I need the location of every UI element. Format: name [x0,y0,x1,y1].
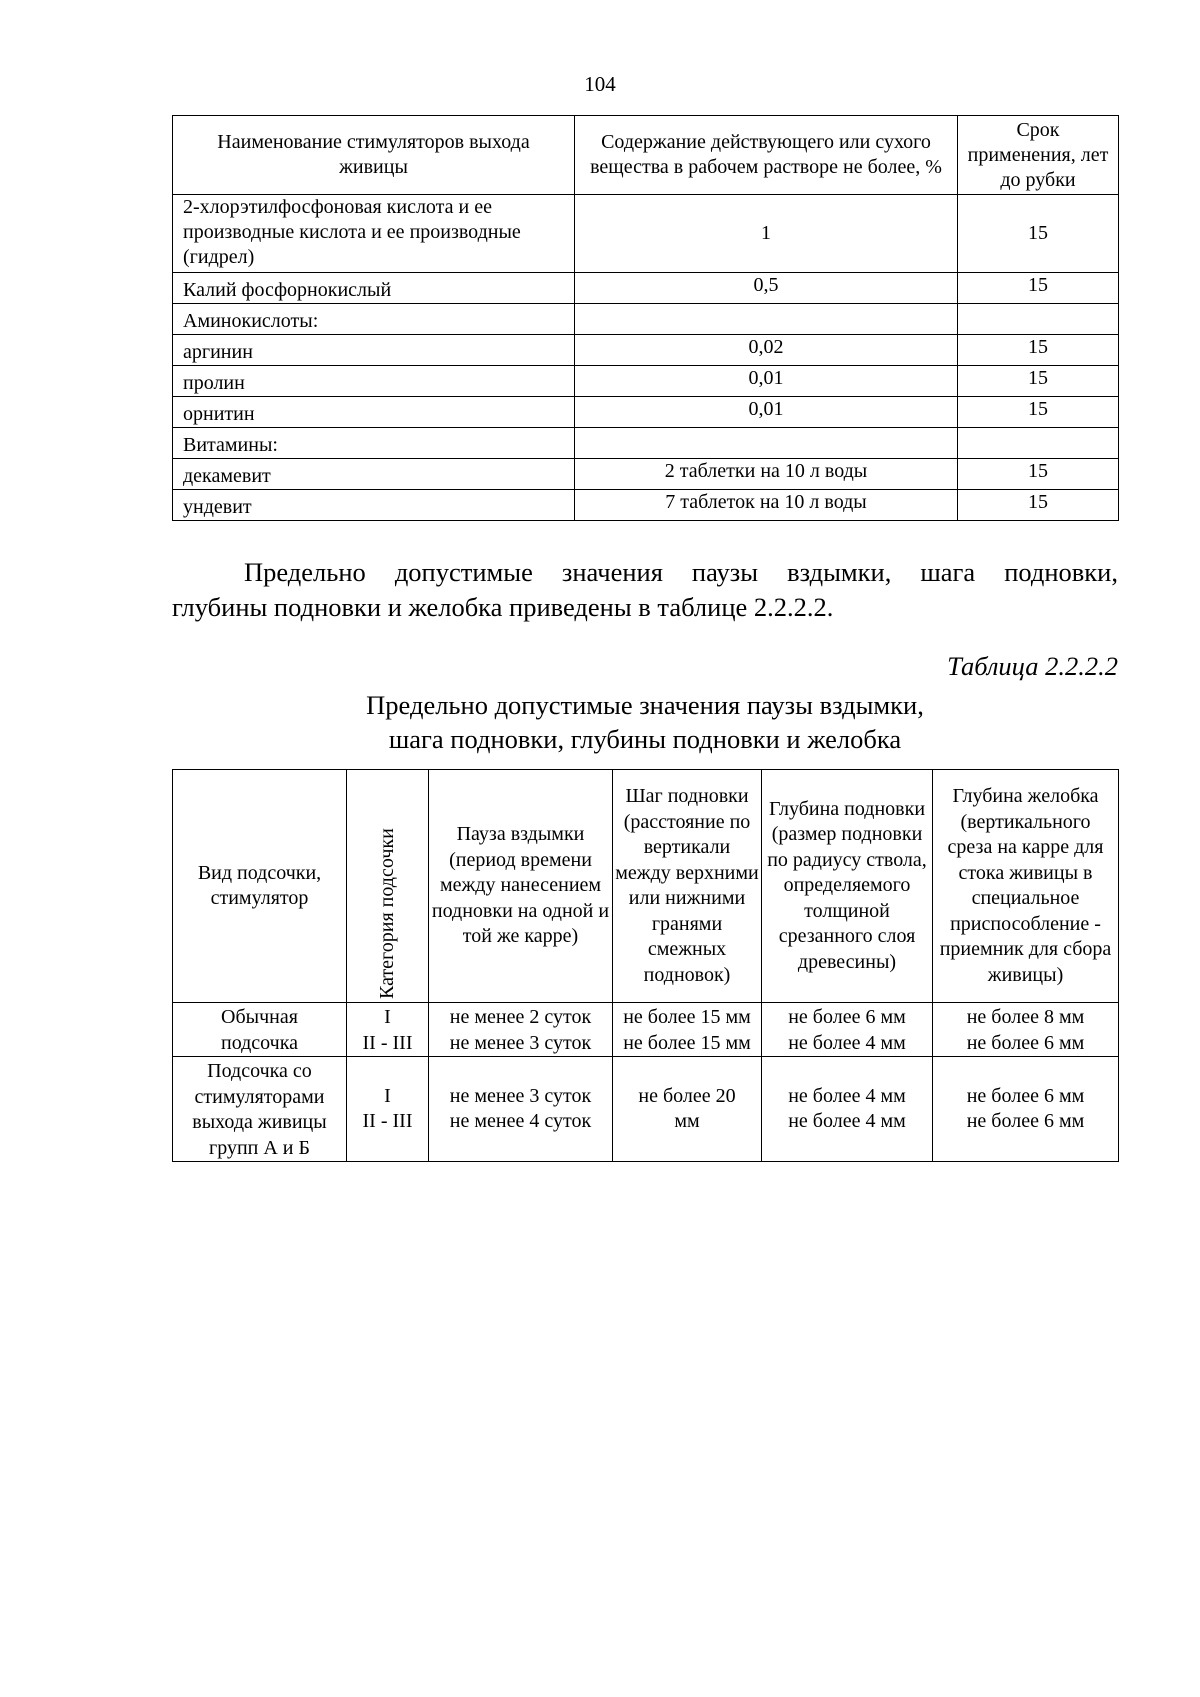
cell-line: не менее 4 суток [449,1110,592,1132]
header-depth: Глубина подновки (размер подновки по радиусу ствола, определяемого толщиной срезанного слоя древесины) [762,770,933,1003]
cell-content: 0,01 [575,366,958,397]
paragraph-line-2: глубины подновки и желобка приведены в таблице 2.2.2.2. [172,592,834,622]
table-row [173,1057,1119,1162]
table-row [173,1003,1119,1057]
table-row [173,273,1119,304]
cell-line: не более 4 мм [788,1110,906,1132]
cell-content [575,304,958,335]
table-row [173,335,1119,366]
table-row [173,366,1119,397]
cell-term: 15 [958,273,1119,304]
cell-line: не более 15 мм [623,1031,751,1054]
cell-depth [762,1057,933,1162]
cell-name: ундевит [173,490,575,521]
cell-content: 0,02 [575,335,958,366]
table-header-row [173,770,1119,1003]
cell-term [958,304,1119,335]
table-title-line-2: шага подновки, глубины подновки и желобка [388,724,902,754]
cell-name: орнитин [173,397,575,428]
table-row [173,490,1119,521]
cell-line: не более 4 мм [788,1084,906,1107]
cell-name: пролин [173,366,575,397]
cell-step: не более 20 мм [613,1057,762,1162]
paragraph-line-1: Предельно допустимые значения паузы вздымки, шага подновки, [244,557,1118,587]
cell-line: II - III [362,1031,413,1054]
header-category-text: Категория подсочки [375,827,398,999]
cell-name: декамевит [173,459,575,490]
cell-pause [429,1057,613,1162]
header-category [347,770,429,1003]
cell-line: не более 6 мм [966,1084,1085,1107]
header-term: Срок применения, лет до рубки [958,116,1119,195]
table-row [173,304,1119,335]
cell-line: не менее 2 суток [449,1006,592,1028]
cell-line: I [384,1006,391,1028]
cell-term: 15 [958,195,1119,273]
cell-content: 2 таблетки на 10 л воды [575,459,958,490]
header-step: Шаг подновки (расстояние по вертикали между верхними или нижними гранями смежных подновок) [613,770,762,1003]
cell-name: Калий фосфорнокислый [173,273,575,304]
table-row [173,459,1119,490]
header-groove: Глубина желобка (вертикального среза на карре для стока живицы в специальное приспособление - приемник для сбора живицы) [933,770,1119,1003]
cell-term: 15 [958,459,1119,490]
cell-line: не более 6 мм [966,1110,1085,1132]
table-title-line-1: Предельно допустимые значения паузы вздымки, [366,690,924,720]
cell-line: не менее 3 суток [449,1031,592,1054]
cell-line: не более 8 мм [966,1006,1085,1028]
cell-line: не менее 3 суток [449,1084,592,1107]
cell-depth [762,1003,933,1057]
cell-name: Витамины: [173,428,575,459]
cell-category [347,1003,429,1057]
tapping-limits-table [172,769,1119,1162]
cell-line: не более 15 мм [623,1006,751,1028]
cell-name: Аминокислоты: [173,304,575,335]
table-row [173,428,1119,459]
header-stimulator-name: Наименование стимуляторов выхода живицы [173,116,575,195]
stimulators-table [172,115,1119,521]
cell-term: 15 [958,397,1119,428]
cell-name: 2-хлорэтилфосфоновая кислота и ее производные кислота и ее производные (гидрел) [173,195,575,273]
header-tapping-type: Вид подсочки, стимулятор [173,770,347,1003]
cell-groove [933,1003,1119,1057]
cell-term: 15 [958,490,1119,521]
page-number: 104 [584,72,616,96]
cell-line: не более 6 мм [788,1006,906,1028]
header-content: Содержание действующего или сухого вещества в рабочем растворе не более, % [575,116,958,195]
cell-content: 0,5 [575,273,958,304]
cell-name: аргинин [173,335,575,366]
cell-line: I [384,1084,391,1107]
cell-term: 15 [958,335,1119,366]
header-pause: Пауза вздымки (период времени между нанесением подновки на одной и той же карре) [429,770,613,1003]
cell-line: II - III [362,1110,413,1132]
body-paragraph [172,555,1118,625]
cell-tapping-type: Обычная подсочка [173,1003,347,1057]
cell-category [347,1057,429,1162]
cell-pause [429,1003,613,1057]
cell-line: не более 4 мм [788,1031,906,1054]
cell-content: 0,01 [575,397,958,428]
cell-step [613,1003,762,1057]
table-row [173,195,1119,273]
cell-tapping-type: Подсочка со стимуляторами выхода живицы групп А и Б [173,1057,347,1162]
table-row [173,397,1119,428]
table-title [172,688,1118,756]
table-header-row [173,116,1119,195]
cell-content: 7 таблеток на 10 л воды [575,490,958,521]
cell-content [575,428,958,459]
table-label: Таблица 2.2.2.2 [947,651,1118,681]
cell-line: не более 6 мм [966,1031,1085,1054]
cell-content: 1 [575,195,958,273]
cell-term [958,428,1119,459]
cell-term: 15 [958,366,1119,397]
cell-groove [933,1057,1119,1162]
